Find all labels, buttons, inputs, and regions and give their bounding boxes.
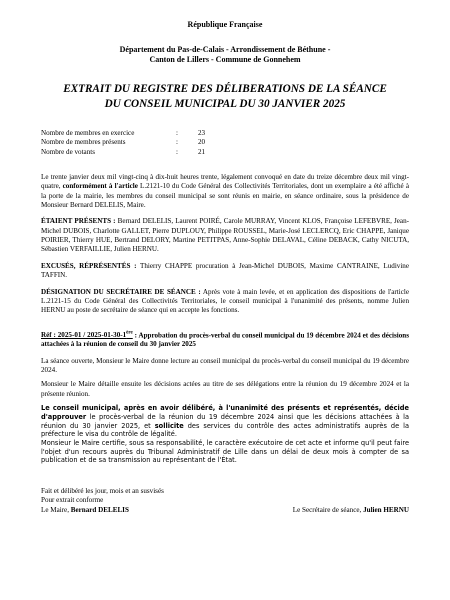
reference-code: Réf : 2025-01 / 2025-01-30-1 xyxy=(41,330,127,339)
body-paragraph-2: Monsieur le Maire détaille ensuite les décisions actées au titre de ses délégations entre la réunion du 19 décembre 2024 et la présente réunion. xyxy=(41,380,409,398)
members-sep: : xyxy=(176,147,178,156)
signature-line-1: Fait et délibéré les jour, mois et an susvisés xyxy=(41,487,164,496)
members-value: 20 xyxy=(198,138,206,147)
members-row xyxy=(41,138,241,147)
body-paragraph-1: La séance ouverte, Monsieur le Maire donne lecture au conseil municipal du procès-verbal du conseil municipal du 19 décembre 2024. xyxy=(41,356,409,375)
members-sep: : xyxy=(176,129,178,138)
excuses-text: Thierry CHAPPE procuration à Jean-Michel DUBOIS, Maxime CANTRAINE, Ludivine TAFFIN. xyxy=(41,261,409,280)
excuses-paragraph xyxy=(41,262,409,281)
secretaire-name: Julien HERNU xyxy=(363,505,409,514)
decision-text-bold: Le conseil municipal, après en avoir délibéré, à l'unanimité des présents et représentés, décide d'approuver xyxy=(41,404,409,421)
secretaire-label: DÉSIGNATION DU SECRÉTAIRE DE SÉANCE : xyxy=(41,287,201,296)
reference-number xyxy=(41,331,133,339)
intro-text-bold: conformément à l'article xyxy=(62,182,138,191)
secretaire-signature xyxy=(293,506,409,515)
presents-text: Bernard DELELIS, Laurent POIRÉ, Carole MURRAY, Vincent KLOS, Françoise LEFEBVRE, Jean-Michel DUBOIS, Charlotte GALLET, Pierre DUPLOUY, Philippe ROUSSEL, Marie-José LECLERCQ, Eric CHAPPE, Janique POIRIER, Thierry HUE, Bertrand DELORY, Martine PETITPAS, Anne-Sophie DELAVAL, Céline DEBACK, Cathy NICUTA, Sébastien VERFAILLIE, Julien HERNU. xyxy=(41,217,409,254)
maire-prefix: Le Maire, xyxy=(41,505,71,514)
reference-sup: ère xyxy=(126,330,133,336)
department-line-2: Canton de Lillers - Commune de Gonnehem xyxy=(149,55,301,65)
members-label: Nombre de membres présents xyxy=(41,138,126,147)
secretaire-paragraph xyxy=(41,288,409,316)
members-sep: : xyxy=(176,138,178,147)
excuses-label: EXCUSÉS, RÉPRÉSENTÉS : xyxy=(41,261,137,270)
secretaire-prefix: Le Secrétaire de séance, xyxy=(292,505,364,514)
members-value: 23 xyxy=(198,129,206,138)
intro-text-1: Le trente janvier deux mil vingt-cinq à dix-huit heures trente, légalement convoqué en date du treize décembre deux mil vingt-quatre, xyxy=(41,172,409,191)
members-row xyxy=(41,148,241,157)
republique-heading: République Française xyxy=(187,20,263,29)
members-label: Nombre de votants xyxy=(41,147,95,156)
document-title xyxy=(41,82,409,111)
decision-paragraph xyxy=(41,404,409,439)
decision-sollicite: sollicite xyxy=(154,421,184,430)
members-label: Nombre de membres en exercice xyxy=(41,129,135,138)
signature-row xyxy=(41,506,409,515)
members-row xyxy=(41,129,241,138)
maire-signature xyxy=(41,506,129,515)
title-line-1: EXTRAIT DU REGISTRE DES DÉLIBERATIONS DE LA SÉANCE xyxy=(63,83,387,96)
presents-paragraph xyxy=(41,217,409,254)
intro-text-2: L.2121-10 du Code Général des Collectivités Territoriales, dont un exemplaire a été affiché à la porte de la mairie, les membres du conseil municipal se sont réunis en mairie, en séance ordinaire, sous la présidence de Monsieur Bernard DELELIS, Maire. xyxy=(41,182,409,209)
decision-text-end: des services du contrôle des actes administratifs auprès de la préfecture le visa du contrôle de légalité. xyxy=(41,421,409,439)
intro-paragraph xyxy=(41,173,409,210)
reference-heading xyxy=(41,331,409,350)
department-line-1: Département du Pas-de-Calais - Arrondissement de Béthune - xyxy=(119,44,331,54)
certification-paragraph: Monsieur le Maire certifie, sous sa responsabilité, le caractère exécutoire de cet acte et informe qu'il peut faire l'objet d'un recours auprès du Tribunal Administratif de Lille dans un délai de deux mois à compter de sa publication et de sa transmission au représentant de l'État. xyxy=(41,438,409,465)
department-heading xyxy=(41,45,409,67)
maire-name: Bernard DELELIS xyxy=(70,505,129,514)
members-value: 21 xyxy=(198,147,206,156)
members-table xyxy=(41,129,241,157)
title-line-2: DU CONSEIL MUNICIPAL DU 30 JANVIER 2025 xyxy=(104,97,346,110)
presents-label: ÉTAIENT PRÉSENTS : xyxy=(41,217,116,226)
signature-line-2: Pour extrait conforme xyxy=(41,496,104,505)
decision-text: le procès-verbal de la réunion du 19 décembre 2024 ainsi que les décisions attachées à la réunion du 30 janvier 2025, et xyxy=(41,412,409,430)
signature-block xyxy=(41,487,409,515)
secretaire-text: Après vote à main levée, et en application des dispositions de l'article L.2121-15 du Code Général des Collectivités Territoriales, le conseil municipal à l'unanimité des présents, nomme Julien HERNU au poste de secrétaire de séance qui en accepte les fonctions. xyxy=(41,287,409,315)
reference-title: : Approbation du procès-verbal du conseil municipal du 19 décembre 2024 et des décisions attachées à la réunion de conseil du 30 janvier 2025 xyxy=(41,330,409,349)
